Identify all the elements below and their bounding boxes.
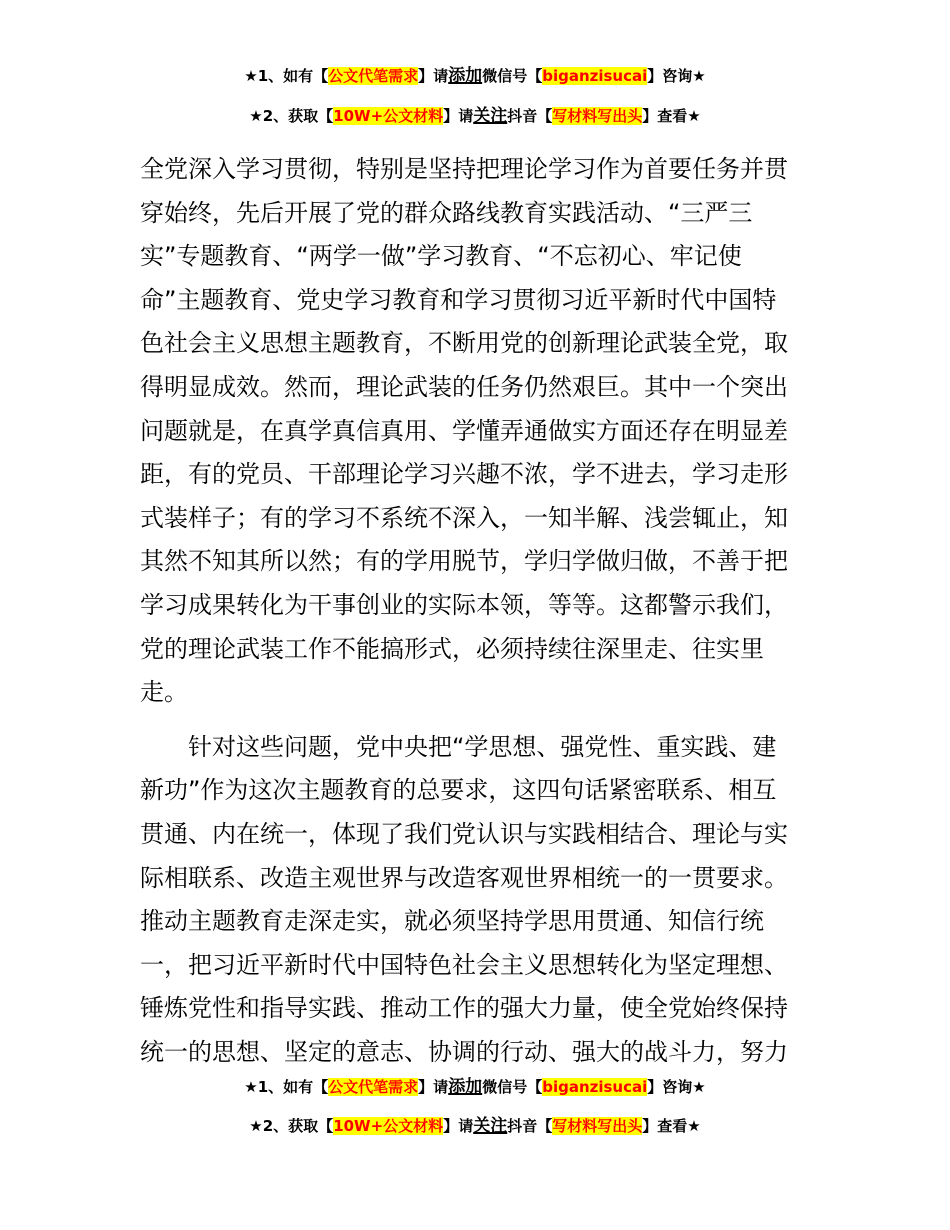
emphasis-follow: 关注 [473, 106, 508, 126]
star-icon: ★ [692, 67, 706, 85]
paragraph-2-line: 一，把习近平新时代中国特色社会主义思想转化为坚定理想、 [140, 950, 788, 979]
highlight-douyin-account: 写材料写出头 [552, 1117, 643, 1135]
banner-text: 1、如有【 [257, 1078, 329, 1096]
paragraph-2-line: 贯通、内在统一，体现了我们党认识与实践相结合、理论与实 [140, 819, 788, 848]
paragraph-2-line: 推动主题教育走深走实，就必须坚持学思用贯通、知信行统 [140, 907, 764, 936]
star-icon: ★ [692, 1078, 706, 1096]
footer-banner [0, 1077, 950, 1097]
paragraph-1-line: 学习成果转化为干事创业的实际本领，等等。这都警示我们， [140, 590, 788, 619]
banner-text: 】请 [418, 67, 449, 85]
paragraph-1-line: 色社会主义思想主题教育，不断用党的创新理论武装全党，取 [140, 329, 788, 358]
paragraph-1-line: 全党深入学习贯彻，特别是坚持把理论学习作为首要任务并贯 [140, 155, 788, 183]
paragraph-1-line: 走。 [140, 678, 188, 707]
star-icon: ★ [244, 1078, 258, 1096]
paragraph-1-line: 党的理论武装工作不能搞形式，必须持续往深里走、往实里 [140, 634, 764, 663]
banner-text: 微信号【 [482, 67, 543, 85]
paragraph-2-line: 际相联系、改造主观世界与改造客观世界相统一的一贯要求。 [140, 863, 788, 892]
paragraph-1-line: 穿始终，先后开展了党的群众路线教育实践活动、“三严三 [140, 198, 753, 227]
highlight-douyin-account: 写材料写出头 [552, 107, 643, 125]
paragraph-1-line: 实”专题教育、“两学一做”学习教育、“不忘初心、牢记使 [140, 242, 742, 271]
highlight-service: 公文代笔需求 [328, 67, 419, 85]
paragraph-1-line: 得明显成效。然而，理论武装的任务仍然艰巨。其中一个突出 [140, 372, 788, 401]
highlight-materials: 10W+公文材料 [333, 107, 444, 125]
highlight-service: 公文代笔需求 [328, 1078, 419, 1096]
star-icon: ★ [244, 67, 258, 85]
banner-text: 】查看 [642, 107, 688, 125]
paragraph-1-line: 命”主题教育、党史学习教育和学习贯彻习近平新时代中国特 [140, 285, 777, 314]
footer-banner [0, 1116, 950, 1136]
star-icon: ★ [249, 107, 263, 125]
banner-text: 2、获取【 [262, 107, 334, 125]
highlight-wechat-id: biganzisucai [542, 1078, 648, 1096]
banner-text: 】咨询 [647, 1078, 693, 1096]
banner-text: 】请 [443, 107, 474, 125]
paragraph-spacer [140, 715, 812, 726]
banner-text: 微信号【 [482, 1078, 543, 1096]
paragraph-2-line: 新功”作为这次主题教育的总要求，这四句话紧密联系、相互 [140, 776, 777, 805]
banner-text: 】请 [418, 1078, 449, 1096]
header-banner [0, 106, 950, 126]
paragraph-1-line: 问题就是，在真学真信真用、学懂弄通做实方面还存在明显差 [140, 416, 788, 445]
paragraph-1-line: 其然不知其所以然；有的学用脱节，学归学做归做，不善于把 [140, 547, 788, 576]
paragraph-1-line: 距，有的党员、干部理论学习兴趣不浓，学不进去，学习走形 [140, 460, 788, 489]
header-banner [0, 66, 950, 86]
banner-text: 】查看 [642, 1117, 688, 1135]
banner-text: 1、如有【 [257, 67, 329, 85]
banner-text: 】咨询 [647, 67, 693, 85]
banner-text: 抖音【 [507, 107, 553, 125]
emphasis-add: 添加 [448, 66, 483, 86]
star-icon: ★ [687, 1117, 701, 1135]
paragraph-2-line: 统一的思想、坚定的意志、协调的行动、强大的战斗力，努力 [140, 1037, 788, 1066]
emphasis-add: 添加 [448, 1077, 483, 1097]
banner-text: 抖音【 [507, 1117, 553, 1135]
banner-text: 】请 [443, 1117, 474, 1135]
emphasis-follow: 关注 [473, 1116, 508, 1136]
document-body [140, 148, 812, 1074]
paragraph-2-first-line-text: 针对这些问题，党中央把“学思想、强党性、重实践、建 [188, 732, 777, 761]
star-icon: ★ [249, 1117, 263, 1135]
banner-text: 2、获取【 [262, 1117, 334, 1135]
star-icon: ★ [687, 107, 701, 125]
highlight-wechat-id: biganzisucai [542, 67, 648, 85]
highlight-materials: 10W+公文材料 [333, 1117, 444, 1135]
paragraph-2-line [140, 726, 812, 770]
paragraph-1-line: 式装样子；有的学习不系统不深入，一知半解、浅尝辄止，知 [140, 503, 788, 532]
paragraph-2-line: 锤炼党性和指导实践、推动工作的强大力量，使全党始终保持 [140, 994, 788, 1023]
